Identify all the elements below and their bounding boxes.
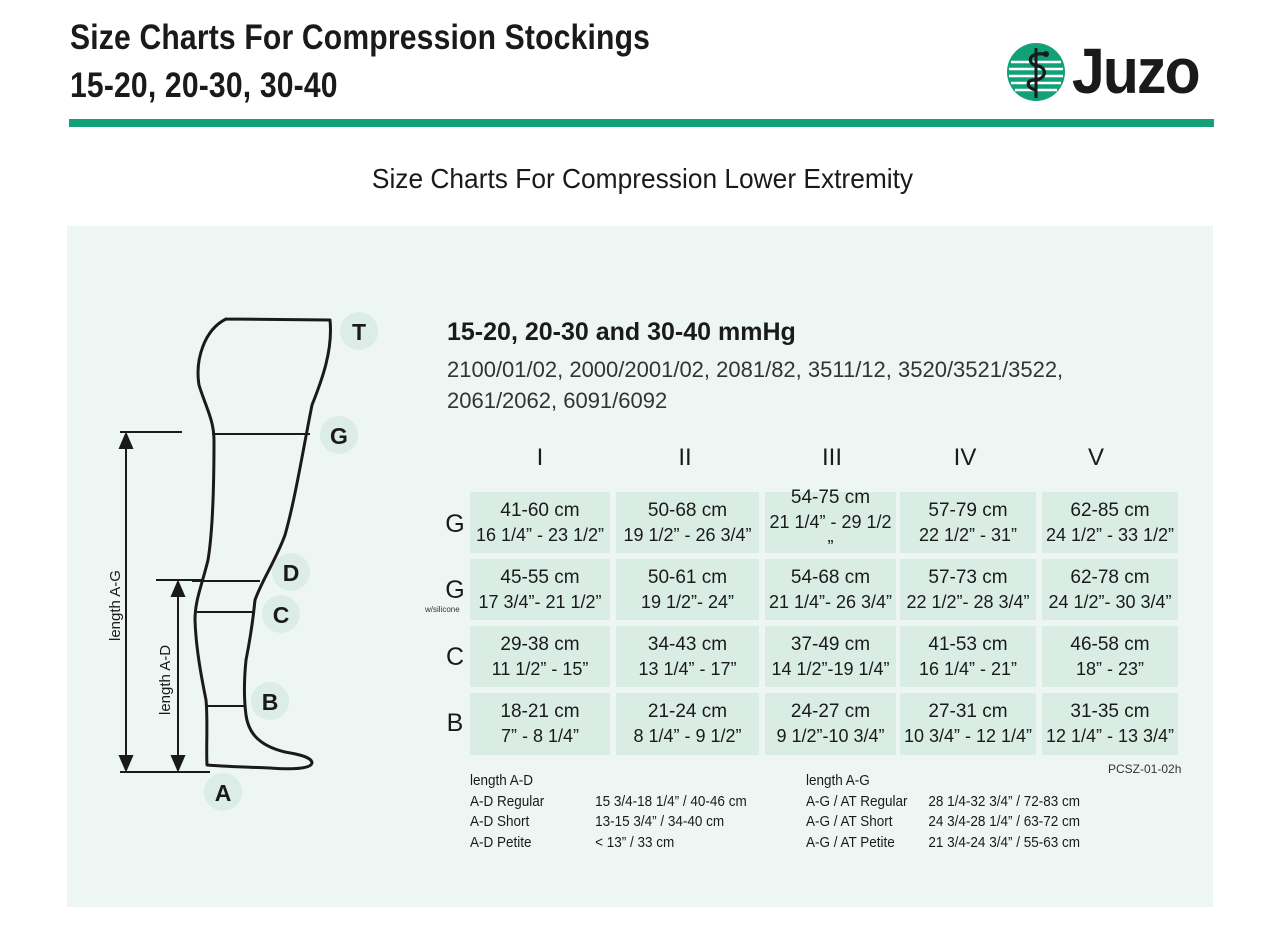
- size-cm: 18-21 cm: [500, 701, 580, 722]
- size-inches: 10 3/4” - 12 1/4”: [903, 726, 1033, 746]
- size-cm: 57-79 cm: [928, 499, 1008, 521]
- size-cell: [1042, 626, 1178, 687]
- row-header-g-silicone-note: w/silicone: [425, 605, 460, 614]
- column-header-ii: II: [678, 444, 692, 471]
- size-cm: 27-31 cm: [928, 701, 1008, 722]
- size-cell: [1042, 693, 1178, 755]
- logo-wordmark: Juzo: [1072, 35, 1199, 107]
- caduceus-icon: [1006, 42, 1066, 102]
- size-cm: 31-35 cm: [1070, 701, 1150, 722]
- badge-d: [272, 553, 310, 591]
- column-header-iii: III: [821, 444, 842, 471]
- size-inches: 13 1/4” - 17”: [638, 658, 737, 679]
- size-cell: [900, 559, 1036, 620]
- size-cm: 34-43 cm: [647, 633, 728, 655]
- svg-text:C: C: [272, 602, 290, 628]
- size-inches: 19 1/2” - 26 3/4”: [623, 524, 752, 545]
- column-header-iv: IV: [953, 444, 977, 471]
- size-cell: [616, 492, 759, 553]
- column-header-v: V: [1087, 444, 1104, 471]
- size-cm: 54-68 cm: [790, 566, 871, 588]
- size-cm: 21-24 cm: [647, 701, 728, 722]
- size-cm: 24-27 cm: [790, 701, 871, 722]
- row-header-g-silicone: G: [445, 576, 465, 604]
- size-cell: [616, 626, 759, 687]
- badge-t: [340, 312, 378, 350]
- size-cell: [470, 492, 610, 553]
- size-cm: 45-55 cm: [500, 566, 580, 588]
- size-inches: 9 1/2”-10 3/4”: [776, 726, 885, 746]
- length-ad-heading: length A-D: [470, 772, 534, 789]
- table-row: A-D Regular 15 3/4-18 1/4” / 40-46 cm: [470, 792, 747, 810]
- size-cm: 41-53 cm: [928, 633, 1008, 655]
- size-cm: 57-73 cm: [928, 566, 1008, 588]
- size-cell: [470, 626, 610, 687]
- size-cell: [470, 559, 610, 620]
- row-header-c: C: [445, 643, 465, 671]
- size-cm: 29-38 cm: [500, 633, 580, 655]
- size-inches: 21 1/4” - 29 1/2 ”: [769, 512, 892, 557]
- size-cell: [765, 693, 896, 755]
- size-cell: [1042, 492, 1178, 553]
- size-cm: 37-49 cm: [790, 633, 871, 655]
- svg-text:T: T: [351, 319, 367, 345]
- length-ad-label: length A-D: [157, 644, 174, 715]
- svg-text:D: D: [282, 560, 300, 586]
- size-cm: 62-85 cm: [1070, 499, 1150, 521]
- column-header-i: I: [536, 444, 544, 471]
- size-inches: 16 1/4” - 21”: [918, 658, 1018, 679]
- size-cell: [900, 492, 1036, 553]
- size-inches: 17 3/4”- 21 1/2”: [478, 591, 602, 612]
- leg-diagram: [0, 0, 440, 940]
- page-subtitle-pressure: 15-20, 20-30, 30-40: [70, 66, 338, 105]
- table-row: A-G / AT Short 24 3/4-28 1/4” / 63-72 cm: [806, 813, 1080, 830]
- length-ag-table: [806, 771, 1080, 853]
- size-cell: [616, 693, 759, 755]
- size-cell: [765, 626, 896, 687]
- juzo-logo: [1006, 35, 1216, 107]
- size-inches: 14 1/2”-19 1/4”: [771, 658, 890, 679]
- section-title: Size Charts For Compression Lower Extremity: [371, 163, 914, 194]
- size-inches: 21 1/4”- 26 3/4”: [768, 591, 893, 612]
- size-cell: [1042, 559, 1178, 620]
- model-numbers: 2100/01/02, 2000/2001/02, 2081/82, 3511/12, 3520/3521/3522, 2061/2062, 6091/6092: [447, 357, 1064, 413]
- size-inches: 18” - 23”: [1075, 658, 1145, 679]
- badge-c: [262, 595, 300, 633]
- svg-text:A: A: [214, 780, 232, 806]
- size-inches: 24 1/2”- 30 3/4”: [1048, 591, 1172, 612]
- badge-b: [251, 682, 289, 720]
- row-header-g: G: [445, 510, 465, 538]
- size-inches: 24 1/2” - 33 1/2”: [1045, 524, 1175, 545]
- table-row: A-D Petite < 13” / 33 cm: [470, 833, 675, 851]
- size-cell: [900, 693, 1036, 755]
- table-row: A-D Short 13-15 3/4” / 34-40 cm: [470, 813, 725, 830]
- size-inches: 16 1/4” - 23 1/2”: [475, 524, 605, 545]
- size-inches: 19 1/2”- 24”: [640, 591, 735, 612]
- table-row: A-G / AT Petite 21 3/4-24 3/4” / 55-63 cm: [806, 833, 1080, 851]
- size-cm: 50-68 cm: [647, 499, 728, 521]
- table-row: A-G / AT Regular 28 1/4-32 3/4” / 72-83 cm: [806, 792, 1080, 810]
- length-ag-heading: length A-G: [806, 772, 870, 789]
- size-cell: [900, 626, 1036, 687]
- svg-text:G: G: [330, 423, 348, 449]
- document-code: PCSZ-01-02h: [1108, 762, 1182, 776]
- size-cell: [616, 559, 759, 620]
- row-header-b: B: [446, 709, 464, 737]
- size-inches: 22 1/2”- 28 3/4”: [906, 591, 1030, 612]
- size-inches: 11 1/2” - 15”: [491, 658, 589, 679]
- page-title: Size Charts For Compression Stockings: [70, 18, 651, 57]
- size-cm: 46-58 cm: [1070, 633, 1150, 655]
- size-inches: 22 1/2” - 31”: [918, 524, 1018, 545]
- size-cm: 62-78 cm: [1070, 566, 1150, 588]
- size-inches: 8 1/4” - 9 1/2”: [633, 726, 742, 746]
- size-cell: [765, 487, 896, 557]
- size-inches: 7” - 8 1/4”: [500, 726, 580, 746]
- size-inches: 12 1/4” - 13 3/4”: [1045, 726, 1175, 746]
- badge-g: [320, 416, 358, 454]
- size-cm: 54-75 cm: [790, 487, 871, 508]
- badge-a: [204, 773, 242, 811]
- size-cell: [765, 559, 896, 620]
- length-ad-table: [470, 771, 747, 853]
- size-cell: [470, 693, 610, 755]
- length-ag-label: length A-G: [107, 570, 124, 641]
- pressure-heading: 15-20, 20-30 and 30-40 mmHg: [447, 318, 796, 346]
- size-cm: 41-60 cm: [500, 499, 580, 521]
- size-cm: 50-61 cm: [647, 566, 728, 588]
- svg-text:B: B: [261, 689, 279, 715]
